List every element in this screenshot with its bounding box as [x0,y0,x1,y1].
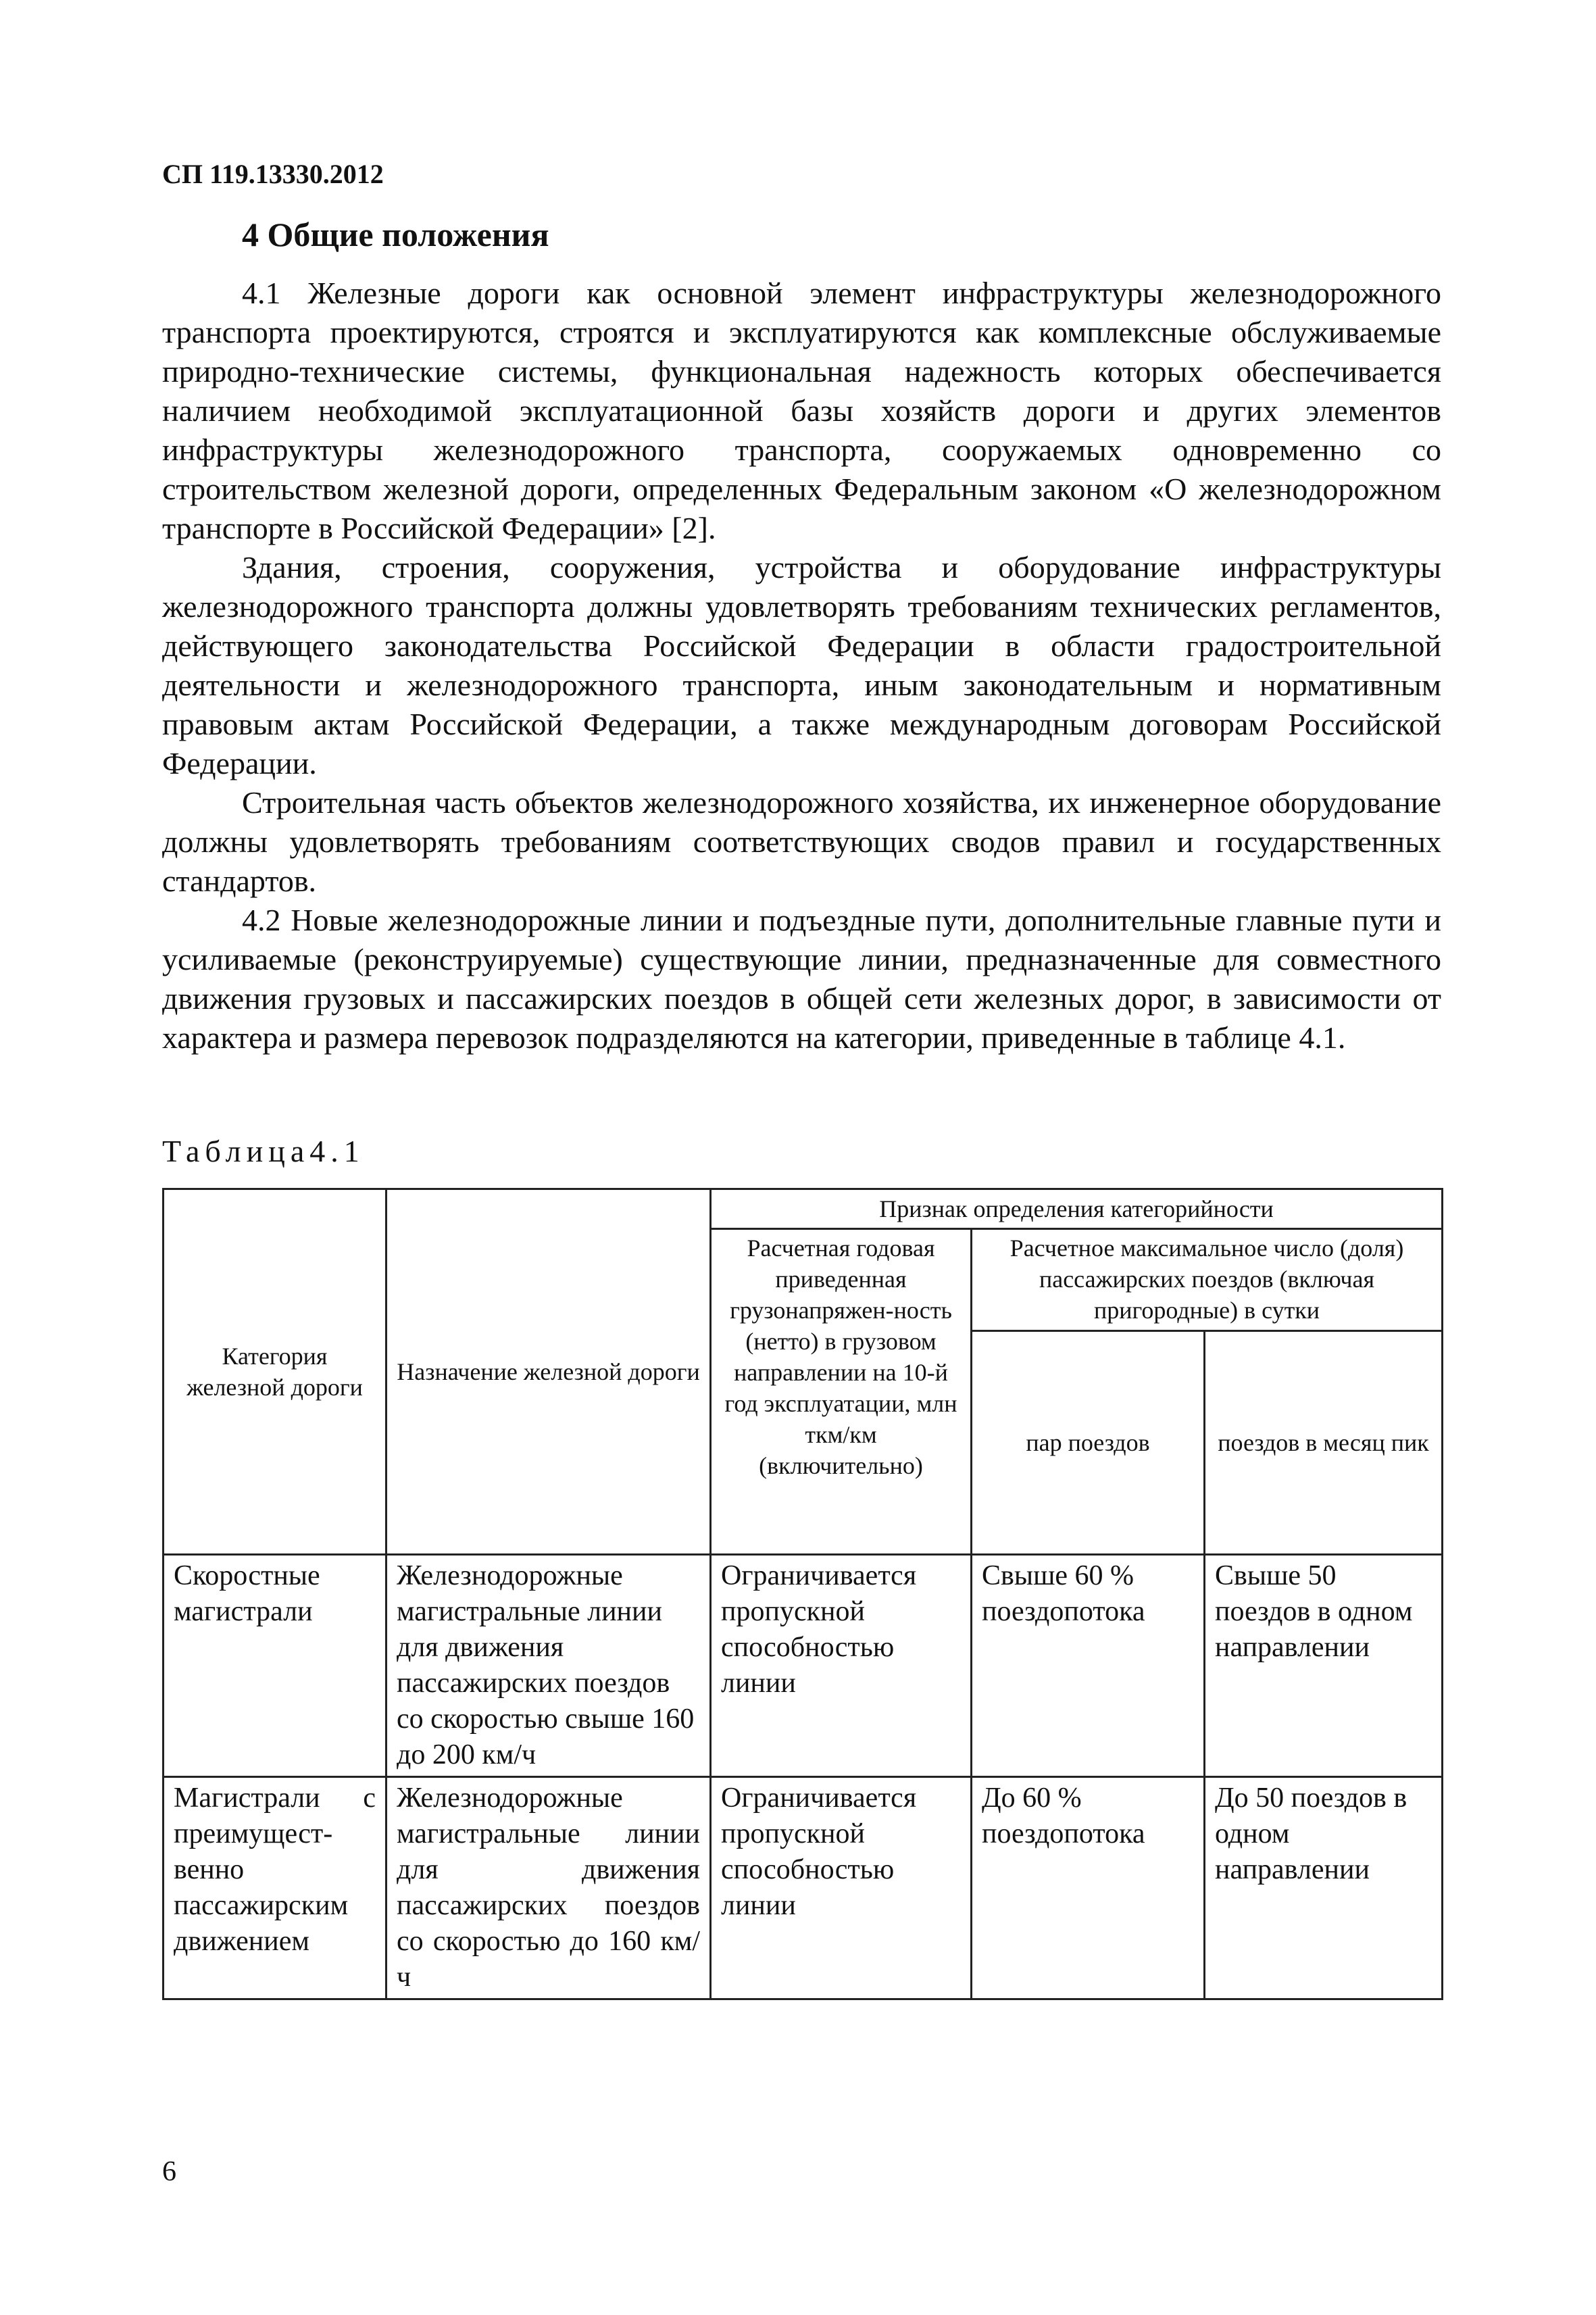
paragraph-construction: Строительная часть объектов железнодорожного хозяйства, их инженерное оборудование должны удовлетворять требованиям соответствующих сводов правил и государственных стандартов. [162,785,1441,898]
table-row [164,1777,1443,1999]
header-category: Категория железной дороги [164,1189,386,1555]
header-peak-month: поездов в месяц пик [1205,1331,1443,1555]
row2-category: Магистрали с преимущест-венно пассажирским движением [164,1777,386,1999]
row1-category: Скоростные магистрали [164,1555,386,1777]
row2-freight: Ограничивается пропускной способностью линии [711,1777,972,1999]
row1-purpose: Железнодорожные магистральные линии для движения пассажирских поездов со скоростью свыше 160 до 200 км/ч [386,1555,711,1777]
page-number: 6 [162,2156,176,2187]
row2-pairs: До 60 % поездопотока [972,1777,1205,1999]
section-title: 4 Общие положения [242,216,549,253]
row2-peak-month: До 50 поездов в одном направлении [1205,1777,1443,1999]
header-passenger-group: Расчетное максимальное число (доля) пассажирских поездов (включая пригородные) в сутки [972,1229,1443,1331]
category-table [162,1188,1443,2000]
paragraph-buildings: Здания, строения, сооружения, устройства и оборудование инфраструктуры железнодорожного транспорта должны удовлетворять требованиям технических регламентов, действующего законодательства Российской Федерации в области градостроительной деятельности и железнодорожного транспорта, иным законодательным и нормативным правовым актам Российской Федерации, а также международным договорам Российской Федерации. [162,550,1441,780]
header-criteria-group: Признак определения категорийности [711,1189,1443,1229]
row2-purpose: Железнодорожные магистральные линии для движения пассажирских поездов со скоростью до 160 км/ч [386,1777,711,1999]
paragraph-4-2: 4.2 Новые железнодорожные линии и подъездные пути, дополнительные главные пути и усиливаемые (реконструируемые) существующие линии, предназначенные для совместного движения грузовых и пассажирских поездов в общей сети железных дорог, в зависимости от характера и размера перевозок подразделяются на категории, приведенные в таблице 4.1. [162,903,1441,1055]
header-pairs: пар поездов [972,1331,1205,1555]
paragraph-4-1: 4.1 Железные дороги как основной элемент инфраструктуры железнодорожного транспорта проектируются, строятся и эксплуатируются как комплексные обслуживаемые природно-технические системы, функциональная надежность которых обеспечивается наличием необходимой эксплуатационной базы хозяйств дороги и других элементов инфраструктуры железнодорожного транспорта, сооружаемых одновременно со строительством железной дороги, определенных Федеральным законом «О железнодорожном транспорте в Российской Федерации» [2]. [162,276,1441,545]
body-text [162,274,1441,1057]
table-row [164,1555,1443,1777]
table-caption: Таблица4.1 [162,1134,365,1168]
row1-peak-month: Свыше 50 поездов в одном направлении [1205,1555,1443,1777]
document-code: СП 119.13330.2012 [162,159,384,189]
header-purpose: Назначение железной дороги [386,1189,711,1555]
row1-pairs: Свыше 60 % поездопотока [972,1555,1205,1777]
header-freight: Расчетная годовая приведенная грузонапряжен-ность (нетто) в грузовом направлении на 10-й год эксплуатации, млн ткм/км (включительно) [711,1229,972,1555]
row1-freight: Ограничивается пропускной способностью линии [711,1555,972,1777]
table-header-row-1 [164,1189,1443,1229]
